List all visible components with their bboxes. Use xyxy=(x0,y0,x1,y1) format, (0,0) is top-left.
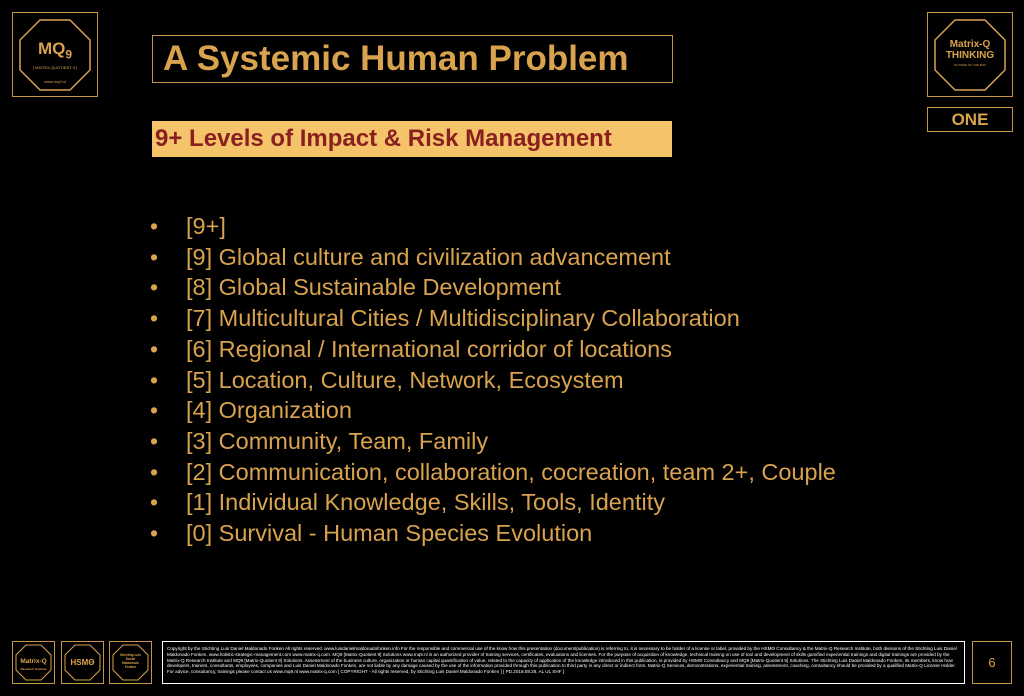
matrix-q-logo-line1: Matrix-Q xyxy=(949,39,991,50)
footer-logo-stichting xyxy=(109,641,152,684)
matrix-q-thinking-logo xyxy=(927,12,1013,97)
list-item: • [9+] xyxy=(150,211,836,242)
matrix-q-logo-title xyxy=(928,39,1012,61)
mq9-logo-text xyxy=(13,39,97,61)
list-item: • [6] Regional / International corridor of locations xyxy=(150,334,836,365)
list-item: • [8] Global Sustainable Development xyxy=(150,272,836,303)
list-item: • [9] Global culture and civilization advancement xyxy=(150,242,836,273)
list-item: • [0] Survival - Human Species Evolution xyxy=(150,518,836,549)
footer-logo-matrix-q xyxy=(12,641,55,684)
footer-logo-matrix-q-sub: Research Institute xyxy=(20,667,47,671)
footer-logo-hsm xyxy=(61,641,104,684)
list-item: • [5] Location, Culture, Network, Ecosystem xyxy=(150,365,836,396)
levels-list xyxy=(150,211,836,549)
page-title: A Systemic Human Problem xyxy=(152,35,673,83)
mq9-logo-sub: 9 xyxy=(65,47,73,62)
footer-logo-matrix-q-text: Matrix-Q xyxy=(20,658,47,665)
mq9-logo-main: MQ xyxy=(37,39,66,58)
page-number: 6 xyxy=(972,641,1012,684)
copyright-notice: Copyright by the Stichting Luis Daniel Maldonado Fonken All rights reserved. www.luisdanielmaldonadofonken.info For the responsible and commercial use of the know how this presentation (document/publication) is referring to, it is necessary to be holder of a license or label, provided by the HSMΘ Consultancy & the Matrix-Q Research Institute, both divisions of the Stichting Luis Daniel Maldonado Fonken. www.holistic-strategic-management.com www.matrix-q.com. MQ9 [Matrix-Quotient 9] Solutions www.mq9.nl is an authorized provider of training services, certificates, evaluations and licenses. For the purpose of acquisition of knowledge, technical training on use of tool and development of skills gamified experiential trainings and digital trainings are provided by the Matrix-Q Research Institute and MQ9 [Matrix-Quotient 9] Solutions. Assessment of the business culture, organization or human capital quantification of value, related to the capacity of application of the knowledge introduced in this publication, is provided by HSMΘ Consultancy and MQ9 [Matrix-Quotient 9] Solutions. The Stichting Luis Daniel Maldonado Fonken, its members, know how developers, trainers, consultants, employees, companies and Luis Daniel Maldonado Fonken, are not liable by any damage caused by the use of the information provided through this publication to third party in any direct or indirect form. Matrix-Q Services, demonstrations, experiential training, assessment, coaching, consultancy should be provided by a qualified Matrix-Q License Holder. For advice, consultancy, trainings please contact us www.mq9.nl www.matrix-q.com [ COPYRIGHT - All rights reserved, by Stichting Luis Daniel Maldonado Fonken ] [ PD.2018.08.28. AL UL SHF ] xyxy=(162,641,965,684)
footer-logo-stichting-text: Stichting Luis Daniel Maldonado Fonken xyxy=(119,653,142,669)
section-label: ONE xyxy=(927,107,1013,132)
mq9-logo xyxy=(12,12,98,97)
list-item: • [2] Communication, collaboration, cocreation, team 2+, Couple xyxy=(150,457,836,488)
list-item: • [7] Multicultural Cities / Multidisciplinary Collaboration xyxy=(150,303,836,334)
page-subtitle: 9+ Levels of Impact & Risk Management xyxy=(152,121,672,157)
mq9-logo-url: www.mq9.nl xyxy=(44,79,66,84)
list-item: • [3] Community, Team, Family xyxy=(150,426,836,457)
matrix-q-logo-tagline: OUTSIDE OF THE BOX xyxy=(953,63,987,67)
list-item: • [1] Individual Knowledge, Skills, Tools, Identity xyxy=(150,487,836,518)
list-item: • [4] Organization xyxy=(150,395,836,426)
matrix-q-logo-line2: THINKING xyxy=(945,50,995,61)
footer-logo-hsm-text: HSMΘ xyxy=(70,658,95,667)
mq9-logo-tagline: [ MATRIX-QUOTIENT 9 ] xyxy=(32,65,78,70)
